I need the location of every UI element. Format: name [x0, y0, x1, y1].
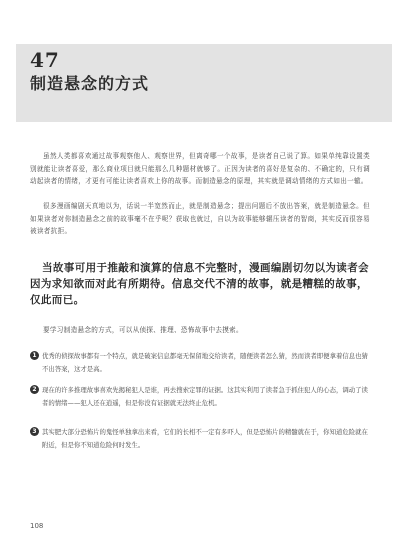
body-paragraph-2: 很多漫画编剧天真地以为，话说一半宽然而止，就是制造悬念；提出问题后不放出答案，就是制造悬念。但如果读者对你制造悬念之前的故事毫不在乎呢？获取也就过，自以为故事能够辗压读者的智商，其实反而很容易被读者抗拒。: [30, 202, 370, 235]
list-item-text: 现在的许多推理故事喜欢先揭秘犯人是谁，再去搜索定罪的证据。这其实利用了读者急于抓住犯人的心态，调动了读者的情绪——犯人还在逍遥，但是你没有证据就无法终止危机。: [42, 386, 368, 407]
list-item-text: 其实肥大部分恐怖片的鬼怪单独拿出来看，它们的长相不一定有多吓人，但是恐怖片的精髓就在于，你知道危险就在附近，但是你不知道危险何时发生。: [42, 428, 368, 449]
list-item-text: 优秀的侦探故事都有一个特点，就是破案信息都毫无保留地交给读者，随便读者怎么猜，然而读者即便拿着信息也猜不出答案，这才是高。: [42, 352, 368, 373]
body-paragraph-1: 虽然人类都喜欢通过故事观察他人、观察世界，但离奇哪一个故事，是读者自己说了算。如果单纯靠设置类别就能让读者喜爱，那么商业项目就只能那么几种题材就够了。正因为读者的喜好是复杂的、不确定的，只有调动起读者的情绪，才更有可能让读者喜欢上你的故事。而制造悬念的原理，其实就是调动情绪的方式如出一辙。: [30, 152, 370, 185]
highlight-quote: 当故事可用于推敲和演算的信息不完整时，漫画编剧切勿以为读者会因为求知欲而对此有所期待。信息交代不清的故事，就是糟糕的故事，仅此而已。: [30, 262, 369, 306]
list-item: [30, 350, 370, 375]
chapter-title: 制造悬念的方式: [30, 74, 150, 93]
intro-paragraph: 要学习制造悬念的方式，可以从侦探、推理、恐怖故事中去摸索。: [43, 326, 243, 334]
list-item: [30, 426, 370, 451]
number-marker-icon: 2: [30, 385, 39, 394]
chapter-number: 47: [30, 48, 60, 72]
number-marker-icon: 3: [30, 427, 39, 436]
page-number: 108: [30, 522, 44, 530]
number-marker-icon: 1: [30, 351, 39, 360]
list-item: [30, 384, 370, 409]
